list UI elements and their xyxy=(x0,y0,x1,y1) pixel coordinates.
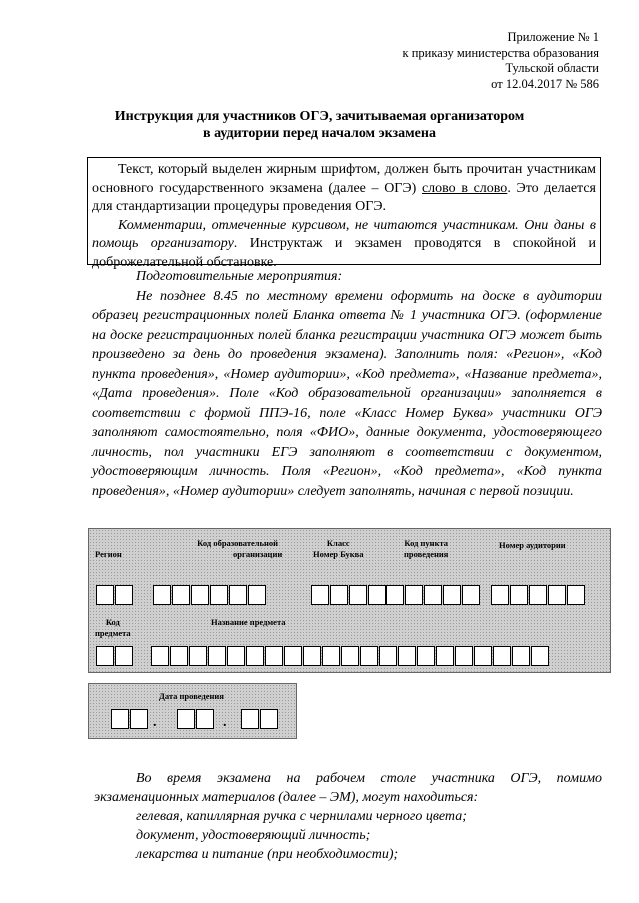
exam-list-item: гелевая, капиллярная ручка с чернилами черного цвета; xyxy=(136,809,467,824)
date-year-cells[interactable] xyxy=(241,709,279,729)
note-text: . Это делается для стандартизации процедуры проведения ОГЭ. xyxy=(92,180,596,214)
input-cell[interactable] xyxy=(567,585,585,605)
input-cell[interactable] xyxy=(208,646,226,666)
label-class xyxy=(313,538,364,560)
input-cell[interactable] xyxy=(341,646,359,666)
appendix-line-1: Приложение № 1 xyxy=(507,30,599,44)
point-code-cells[interactable] xyxy=(386,585,481,605)
note-text: . Инструктаж и экзамен проводятся в спокойной и доброжелательной обстановке. xyxy=(92,236,596,270)
date-separator: . xyxy=(153,715,157,730)
input-cell[interactable] xyxy=(210,585,228,605)
input-cell[interactable] xyxy=(548,585,566,605)
input-cell[interactable] xyxy=(172,585,190,605)
appendix-line-4: от 12.04.2017 № 586 xyxy=(491,76,599,91)
note-underlined-text: слово в слово xyxy=(421,180,508,196)
input-cell[interactable] xyxy=(111,709,129,729)
input-cell[interactable] xyxy=(379,646,397,666)
note-italic-text: Комментарии, отмеченные курсивом, не читаются участникам. Они даны в помощь организатору xyxy=(92,217,596,251)
appendix-line-2: к приказу министерства образования xyxy=(402,45,599,60)
input-cell[interactable] xyxy=(424,585,442,605)
input-cell[interactable] xyxy=(529,585,547,605)
input-cell[interactable] xyxy=(260,709,278,729)
instruction-note-box xyxy=(87,157,601,270)
label-org-code-line1: Код образовательной xyxy=(197,538,279,548)
org-code-cells[interactable] xyxy=(153,585,267,605)
input-cell[interactable] xyxy=(248,585,266,605)
class-cells[interactable] xyxy=(311,585,387,605)
input-cell[interactable] xyxy=(96,646,114,666)
input-cell[interactable] xyxy=(512,646,530,666)
input-cell[interactable] xyxy=(462,585,480,605)
input-cell[interactable] xyxy=(227,646,245,666)
note-text: Текст, который выделен жирным шрифтом, должен быть прочитан участникам основного государственного экзамена (далее – ОГЭ) xyxy=(92,162,596,196)
input-cell[interactable] xyxy=(284,646,302,666)
input-cell[interactable] xyxy=(191,585,209,605)
input-cell[interactable] xyxy=(115,585,133,605)
title-line-1: Инструкция для участников ОГЭ, зачитываемая организатором xyxy=(114,109,525,124)
label-subject-code-line1: Код xyxy=(105,617,120,627)
date-day-cells[interactable] xyxy=(111,709,149,729)
input-cell[interactable] xyxy=(531,646,549,666)
label-region: Регион xyxy=(95,549,122,559)
input-cell[interactable] xyxy=(151,646,169,666)
region-cells[interactable] xyxy=(96,585,134,605)
input-cell[interactable] xyxy=(436,646,454,666)
input-cell[interactable] xyxy=(493,646,511,666)
preparation-heading: Подготовительные мероприятия: xyxy=(136,269,343,284)
input-cell[interactable] xyxy=(241,709,259,729)
input-cell[interactable] xyxy=(398,646,416,666)
label-org-code-line2: организации xyxy=(233,549,283,559)
input-cell[interactable] xyxy=(349,585,367,605)
date-month-cells[interactable] xyxy=(177,709,215,729)
input-cell[interactable] xyxy=(322,646,340,666)
input-cell[interactable] xyxy=(405,585,423,605)
input-cell[interactable] xyxy=(330,585,348,605)
label-subject-name: Название предмета xyxy=(211,617,286,627)
input-cell[interactable] xyxy=(130,709,148,729)
label-exam-date: Дата проведения xyxy=(159,691,224,701)
label-class-line1: Класс xyxy=(326,538,350,548)
input-cell[interactable] xyxy=(189,646,207,666)
note-paragraph-2 xyxy=(92,217,596,273)
room-cells[interactable] xyxy=(491,585,586,605)
input-cell[interactable] xyxy=(386,585,404,605)
input-cell[interactable] xyxy=(177,709,195,729)
title-line-2: в аудитории перед началом экзамена xyxy=(203,126,436,141)
input-cell[interactable] xyxy=(510,585,528,605)
label-subject-code xyxy=(95,617,131,639)
input-cell[interactable] xyxy=(96,585,114,605)
input-cell[interactable] xyxy=(417,646,435,666)
input-cell[interactable] xyxy=(246,646,264,666)
input-cell[interactable] xyxy=(153,585,171,605)
note-paragraph-1 xyxy=(92,161,596,217)
label-point-line2: проведения xyxy=(404,549,449,559)
registration-fields-sample xyxy=(88,528,611,673)
exam-list-item: документ, удостоверяющий личность; xyxy=(136,828,371,843)
exam-section xyxy=(94,769,602,864)
input-cell[interactable] xyxy=(474,646,492,666)
input-cell[interactable] xyxy=(303,646,321,666)
input-cell[interactable] xyxy=(491,585,509,605)
exam-date-sample xyxy=(88,683,297,739)
appendix-line-3: Тульской области xyxy=(505,61,599,75)
subject-name-cells[interactable] xyxy=(151,646,550,666)
input-cell[interactable] xyxy=(360,646,378,666)
input-cell[interactable] xyxy=(311,585,329,605)
label-point-line1: Код пункта xyxy=(404,538,449,548)
input-cell[interactable] xyxy=(455,646,473,666)
date-separator: . xyxy=(223,715,227,730)
label-org-code xyxy=(193,538,282,560)
input-cell[interactable] xyxy=(170,646,188,666)
input-cell[interactable] xyxy=(115,646,133,666)
input-cell[interactable] xyxy=(265,646,283,666)
input-cell[interactable] xyxy=(443,585,461,605)
input-cell[interactable] xyxy=(368,585,386,605)
appendix-header xyxy=(339,30,599,92)
label-point-code xyxy=(404,538,448,560)
exam-intro: Во время экзамена на рабочем столе участника ОГЭ, помимо экзаменационных материалов (далее – ЭМ), могут находиться: xyxy=(94,771,602,805)
input-cell[interactable] xyxy=(229,585,247,605)
exam-list-item: лекарства и питание (при необходимости); xyxy=(136,847,399,862)
label-room: Номер аудитории xyxy=(499,540,566,550)
subject-code-cells[interactable] xyxy=(96,646,134,666)
document-title xyxy=(0,108,639,142)
label-class-line2: Номер Буква xyxy=(313,549,364,559)
label-subject-code-line2: предмета xyxy=(95,628,131,638)
preparation-paragraph: Не позднее 8.45 по местному времени оформить на доске в аудитории образец регистрационных полей Бланка ответа № 1 участника ОГЭ. (оформление на доске регистрационных полей бланка регистрации участника ОГЭ может быть произведено за день до проведения экзамена). Заполнить поля: «Регион», «Код пункта проведения», «Номер аудитории», «Код предмета», «Название предмета», «Дата проведения». Поле «Код образовательной организации» заполняется в соответствии с формой ППЭ-16, поле «Класс Номер Буква» участники ОГЭ заполняют самостоятельно, поля «ФИО», данные документа, удостоверяющего личность, пол участники ЕГЭ заполняют в соответствии с документом, удостоверяющим личность. Поля «Регион», «Код предмета», «Код пункта проведения», «Номер аудитории» следует заполнять, начиная с первой позиции. xyxy=(92,288,602,499)
preparation-section xyxy=(92,267,602,501)
input-cell[interactable] xyxy=(196,709,214,729)
